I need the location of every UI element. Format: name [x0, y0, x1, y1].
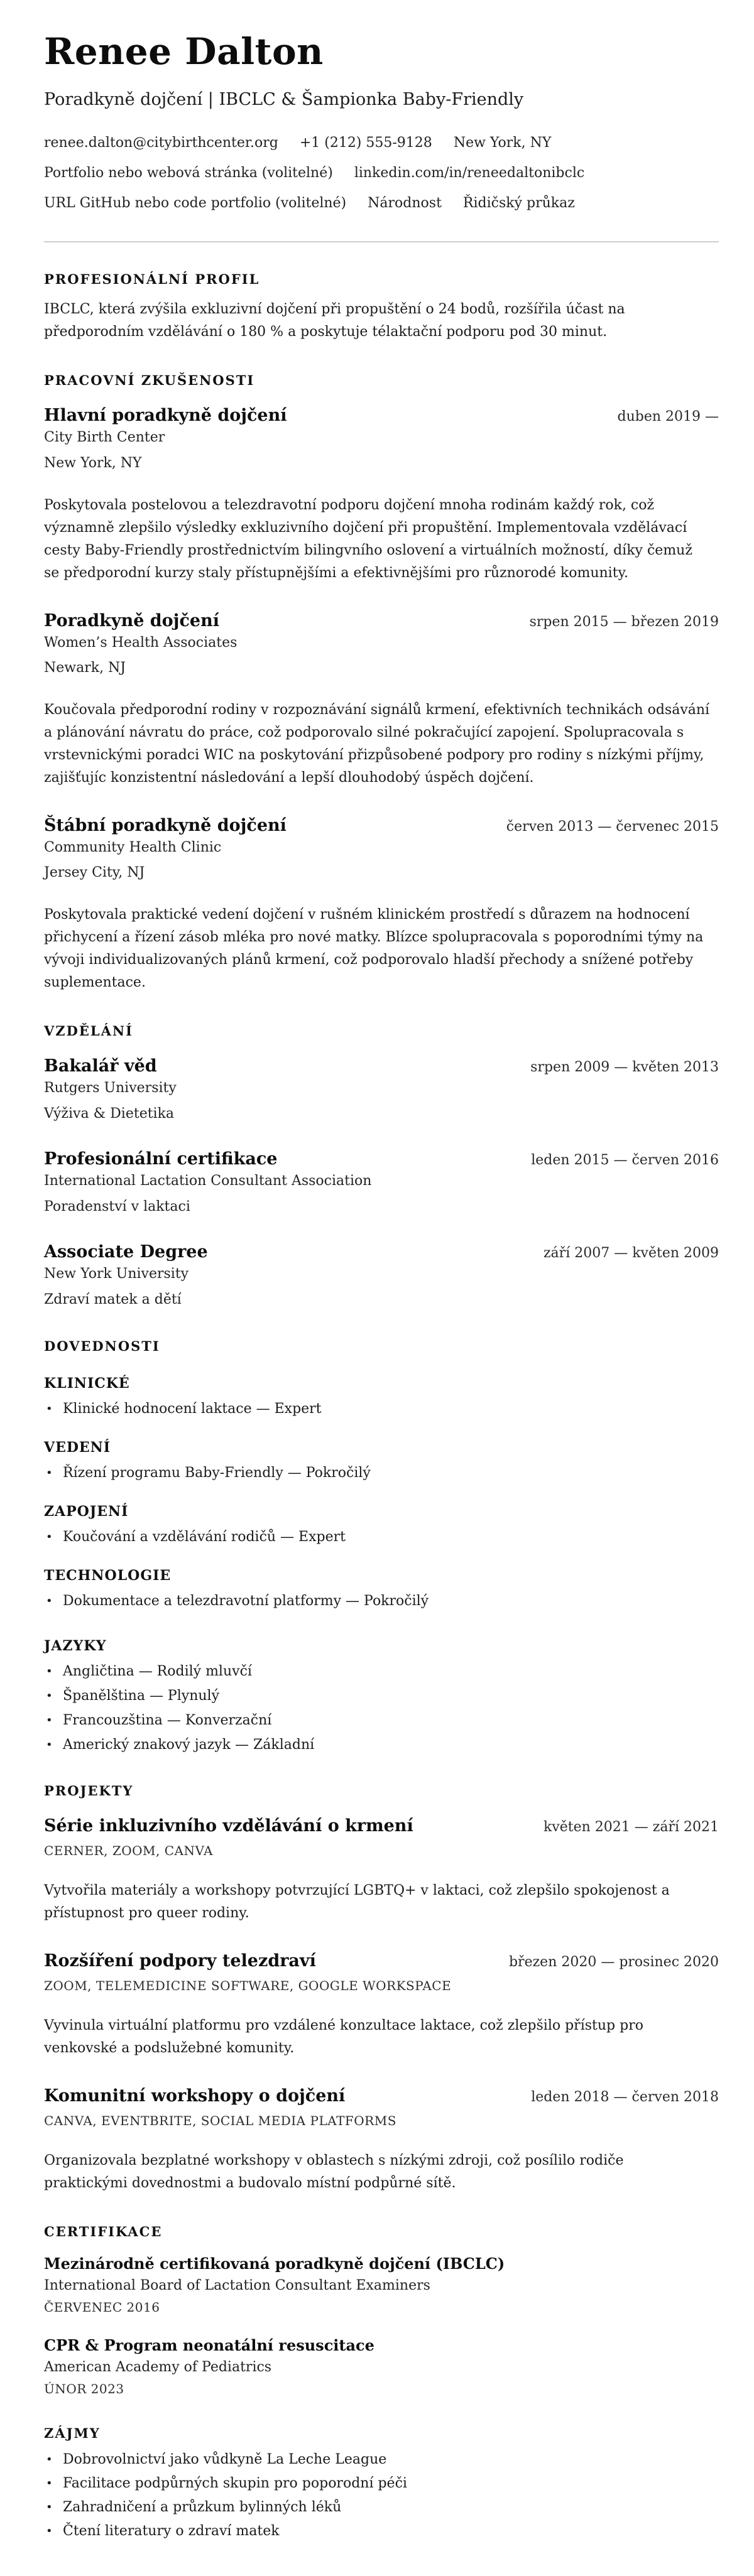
job-location: Jersey City, NJ: [44, 865, 145, 881]
education-entry-head: [44, 1149, 719, 1169]
list-item: • Facilitace podpůrných skupin pro poporodní péči: [44, 2475, 719, 2492]
project-entry-head: [44, 1951, 719, 1971]
field-of-study: Zdraví matek a dětí: [44, 1291, 182, 1307]
degree-dates: září 2007 — květen 2009: [543, 1245, 719, 1262]
skills-category: VEDENÍ: [44, 1439, 111, 1456]
skills-category: KLINICKÉ: [44, 1375, 130, 1392]
driving-license-label: Řidičský průkaz: [462, 195, 575, 211]
skills-heading: DOVEDNOSTI: [44, 1338, 160, 1354]
phone-number: +1 (212) 555-9128: [299, 135, 432, 151]
certifications-heading: CERTIFIKACE: [44, 2223, 163, 2239]
project-description: Vytvořila materiály a workshopy potvrzující LGBTQ+ v laktaci, což zlepšilo spokojenost a přístupnost pro queer rodiny.: [44, 1882, 670, 1921]
degree-dates: srpen 2009 — květen 2013: [530, 1059, 719, 1075]
projects-heading: PROJEKTY: [44, 1782, 134, 1799]
field-of-study: Výživa & Dietetika: [44, 1105, 175, 1122]
project-tools: ZOOM, TELEMEDICINE SOFTWARE, GOOGLE WORKSPACE: [44, 1978, 452, 1993]
degree-title: Profesionální certifikace: [44, 1149, 278, 1169]
project-tools: CERNER, ZOOM, CANVA: [44, 1843, 213, 1858]
certification-entry: [44, 2254, 719, 2315]
job-company: Women’s Health Associates: [44, 634, 238, 651]
project-dates: květen 2021 — září 2021: [543, 1819, 719, 1835]
project-title: Komunitní workshopy o dojčení: [44, 2086, 346, 2106]
job-company: Community Health Clinic: [44, 839, 222, 855]
contact-row-1: [44, 134, 719, 153]
list-item: • Francouzština — Konverzační: [44, 1712, 719, 1729]
section-skills: [44, 1338, 719, 1610]
degree-dates: leden 2015 — červen 2016: [531, 1152, 719, 1169]
profile-text: IBCLC, která zvýšila exkluzivní dojčení při propuštění o 24 bodů, rozšířila účast na předporodním vzdělávání o 180 % a poskytuje télaktační podporu pod 30 minut.: [44, 301, 625, 340]
job-dates: červen 2013 — červenec 2015: [506, 818, 719, 835]
education-entry: [44, 1242, 719, 1309]
education-entry-head: [44, 1242, 719, 1262]
job-title: Hlavní poradkyně dojčení: [44, 406, 287, 426]
certification-issuer: International Board of Lactation Consultant Examiners: [44, 2277, 430, 2293]
section-education: [44, 1023, 719, 1309]
job-title: Štábní poradkyně dojčení: [44, 815, 287, 835]
linkedin-link[interactable]: linkedin.com/in/reneedaltonibclc: [354, 165, 585, 181]
education-entry: [44, 1056, 719, 1123]
project-dates: březen 2020 — prosinec 2020: [508, 1954, 719, 1970]
interests-list: [44, 2451, 719, 2540]
portfolio-placeholder-label: Portfolio nebo webová stránka (volitelné): [44, 165, 333, 181]
contact-row-2: [44, 164, 719, 183]
project-description: Organizovala bezplatné workshopy v oblastech s nízkými zdroji, což posílilo rodiče praktickými dovednostmi a budovalo místní podpůrné sítě.: [44, 2152, 624, 2191]
education-entry: [44, 1149, 719, 1216]
skills-list: [44, 1400, 719, 1418]
project-entry: [44, 2086, 719, 2195]
location-text: New York, NY: [453, 135, 552, 151]
email-link[interactable]: renee.dalton@citybirthcenter.org: [44, 135, 278, 151]
job-description: Koučovala předporodní rodiny v rozpoznávání signálů krmení, efektivních technikách odsávání a plánování návratu do práce, což podporovalo silné pokračující zapojení. Spolupracovala s vrstevnickými poradci WIC na poskytování přizpůsobené podpory pro rodiny s nízkými příjmy, zajišťujíc konzistentní následování a lepší dlouhodobý úspěch dojčení.: [44, 701, 710, 786]
skills-group-clinical: [44, 1375, 719, 1418]
education-heading: VZDĚLÁNÍ: [44, 1022, 133, 1039]
certification-date: ČERVENEC 2016: [44, 2299, 160, 2315]
project-entry-head: [44, 1816, 719, 1836]
resume-header: [44, 30, 719, 212]
skills-category: TECHNOLOGIE: [44, 1567, 172, 1584]
list-item: • Americký znakový jazyk — Základní: [44, 1736, 719, 1754]
project-entry: [44, 1951, 719, 2060]
certification-entry: [44, 2336, 719, 2396]
job-description: Poskytovala praktické vedení dojčení v rušném klinickém prostředí s důrazem na hodnocení přichycení a řízení zásob mléka pro nové matky. Blízce spolupracovala s poporodními týmy na vývoji individualizovaných plánů krmení, což podporovalo hladší přechody a snížené potřeby suplementace.: [44, 906, 704, 990]
section-profile: [44, 271, 719, 344]
experience-entry-head: [44, 611, 719, 630]
experience-entry-head: [44, 406, 719, 425]
list-item: • Řízení programu Baby-Friendly — Pokročilý: [44, 1464, 719, 1482]
skills-group-engagement: [44, 1503, 719, 1546]
skills-group-leadership: [44, 1439, 719, 1482]
skills-list: [44, 1593, 719, 1610]
degree-title: Bakalář věd: [44, 1056, 157, 1076]
list-item: • Klinické hodnocení laktace — Expert: [44, 1400, 719, 1418]
list-item: • Dobrovolnictví jako vůdkyně La Leche League: [44, 2451, 719, 2469]
project-entry: [44, 1816, 719, 1925]
school-name: International Lactation Consultant Association: [44, 1173, 372, 1189]
education-entry-head: [44, 1056, 719, 1076]
list-item: • Zahradničení a průzkum bylinných léků: [44, 2499, 719, 2516]
list-item: • Koučování a vzdělávání rodičů — Expert: [44, 1529, 719, 1546]
job-title: Poradkyně dojčení: [44, 610, 219, 630]
certification-title: Mezinárodně certifikovaná poradkyně dojčení (IBCLC): [44, 2254, 505, 2273]
experience-heading: PRACOVNÍ ZKUŠENOSTI: [44, 372, 255, 389]
project-tools: CANVA, EVENTBRITE, SOCIAL MEDIA PLATFORMS: [44, 2113, 396, 2128]
certification-title: CPR & Program neonatální resuscitace: [44, 2335, 374, 2354]
certification-issuer: American Academy of Pediatrics: [44, 2359, 272, 2375]
certification-date: ÚNOR 2023: [44, 2381, 124, 2396]
section-interests: [44, 2425, 719, 2540]
experience-entry: [44, 816, 719, 994]
skills-list: [44, 1464, 719, 1482]
person-name: Renee Dalton: [44, 30, 324, 73]
skills-list: [44, 1529, 719, 1546]
project-title: Rozšíření podpory telezdraví: [44, 1951, 316, 1971]
section-languages: [44, 1638, 719, 1754]
github-placeholder-label: URL GitHub nebo code portfolio (volitelné): [44, 195, 347, 211]
job-dates: srpen 2015 — březen 2019: [529, 614, 719, 630]
languages-heading: JAZYKY: [44, 1637, 107, 1654]
person-title: Poradkyně dojčení | IBCLC & Šampionka Baby-Friendly: [44, 89, 524, 109]
section-projects: [44, 1783, 719, 2195]
field-of-study: Poradenství v laktaci: [44, 1198, 190, 1215]
header-divider: [44, 241, 719, 242]
project-description: Vyvinula virtuální platformu pro vzdálené konzultace laktace, což zlepšilo přístup pro venkovské a podslužebné komunity.: [44, 2017, 643, 2056]
experience-entry: [44, 406, 719, 584]
job-dates: duben 2019 —: [617, 409, 719, 425]
languages-list: [44, 1663, 719, 1754]
list-item: • Čtení literatury o zdraví matek: [44, 2523, 719, 2540]
section-certifications: [44, 2224, 719, 2396]
contact-row-3: [44, 194, 719, 213]
experience-entry: [44, 611, 719, 789]
job-location: New York, NY: [44, 455, 142, 471]
project-entry-head: [44, 2086, 719, 2106]
list-item: • Dokumentace a telezdravotní platformy — Pokročilý: [44, 1593, 719, 1610]
skills-category: ZAPOJENÍ: [44, 1503, 129, 1520]
list-item: • Španělština — Plynulý: [44, 1687, 719, 1705]
interests-heading: ZÁJMY: [44, 2425, 101, 2441]
job-description: Poskytovala postelovou a telezdravotní podporu dojčení mnoha rodinám každý rok, což významně zlepšilo výsledky exkluzivního dojčení při propuštění. Implementovala vzdělávací cesty Baby-Friendly prostřednictvím bilingvního oslovení a virtuálních možností, díky čemuž se předporodní kurzy staly přístupnějšími a efektivnějšími pro různorodé komunity.: [44, 497, 692, 581]
profile-heading: PROFESIONÁLNÍ PROFIL: [44, 271, 260, 288]
experience-entry-head: [44, 816, 719, 835]
nationality-label: Národnost: [368, 195, 442, 211]
skills-group-technology: [44, 1567, 719, 1610]
job-location: Newark, NJ: [44, 660, 126, 676]
project-dates: leden 2018 — červen 2018: [531, 2089, 719, 2105]
school-name: Rutgers University: [44, 1080, 177, 1096]
project-title: Série inkluzivního vzdělávání o krmení: [44, 1816, 413, 1836]
section-experience: [44, 372, 719, 994]
school-name: New York University: [44, 1266, 189, 1282]
degree-title: Associate Degree: [44, 1242, 208, 1262]
list-item: • Angličtina — Rodilý mluvčí: [44, 1663, 719, 1680]
job-company: City Birth Center: [44, 430, 165, 446]
